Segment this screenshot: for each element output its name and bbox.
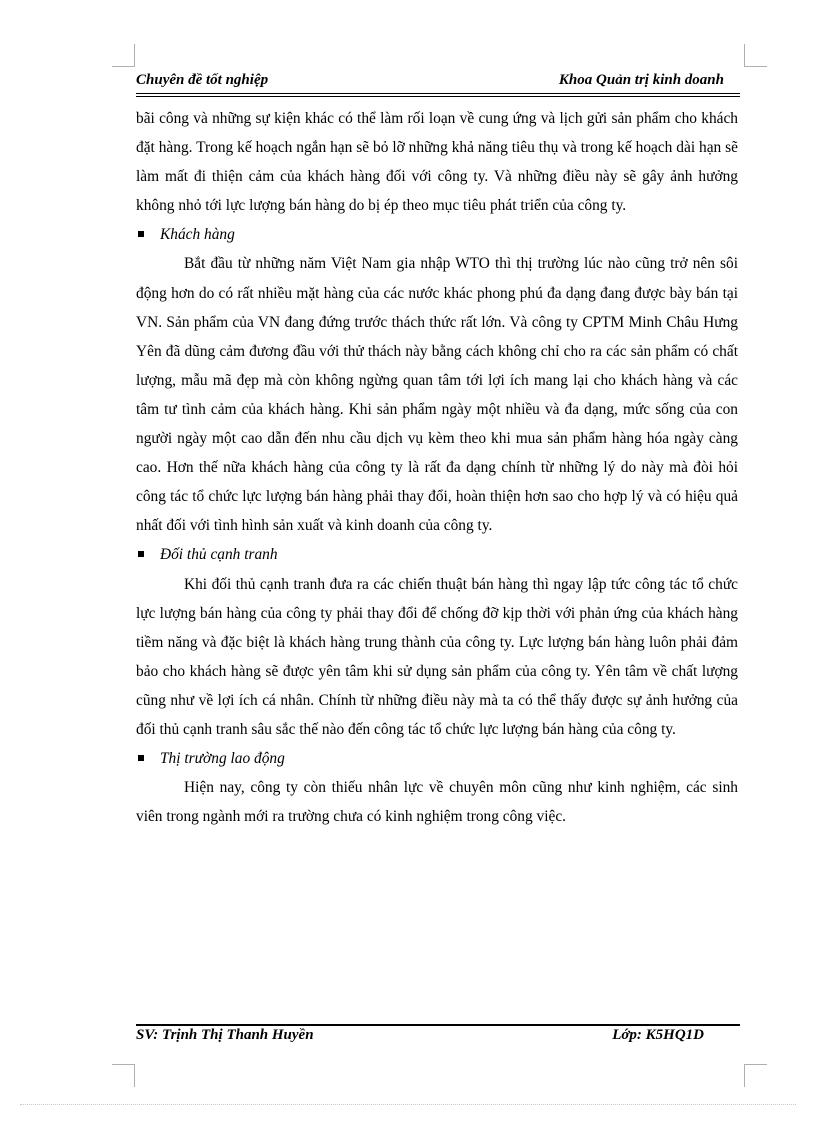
header-divider (136, 93, 740, 97)
section-heading-text: Khách hàng (160, 226, 235, 244)
section-heading-text: Đối thủ cạnh tranh (160, 546, 278, 564)
page-header (136, 72, 740, 92)
section-heading-khach-hang (136, 220, 738, 249)
bullet-square-icon (138, 231, 144, 237)
footer-student: SV: Trịnh Thị Thanh Huyền (136, 1027, 314, 1043)
section-heading-doi-thu (136, 540, 738, 569)
margin-corner-mark (112, 1064, 135, 1087)
section-heading-thi-truong (136, 744, 738, 773)
page-footer (136, 1027, 740, 1047)
footer-divider (136, 1024, 740, 1026)
bullet-square-icon (138, 755, 144, 761)
bullet-square-icon (138, 551, 144, 557)
footer-class: Lớp: K5HQ1D (612, 1027, 704, 1043)
paragraph: Bắt đầu từ những năm Việt Nam gia nhập WTO thì thị trường lúc nào cũng trở nên sôi động hơn do có rất nhiều mặt hàng của các nước khác phong phú đa dạng đang được bày bán tại VN. Sản phẩm của VN đang đứng trước thách thức rất lớn. Và công ty CPTM Minh Châu Hưng Yên đã dũng cảm đương đầu với thử thách này bằng cách không chỉ cho ra các sản phẩm có chất lượng, mẫu mã đẹp mà còn không ngừng quan tâm tới lợi ích mang lại cho khách hàng và các tâm tư tình cảm của khách hàng. Khi sản phẩm ngày một nhiều và đa dạng, mức sống của con người ngày một cao dẫn đến nhu cầu dịch vụ kèm theo khi mua sản phẩm hàng hóa ngày càng cao. Hơn thế nữa khách hàng của công ty là rất đa dạng chính từ những lý do này mà đòi hỏi công tác tổ chức lực lượng bán hàng phải thay đổi, hoàn thiện hơn sao cho hợp lý và có hiệu quả nhất đối với tình hình sản xuất và kinh doanh của công ty. (136, 255, 738, 535)
margin-corner-mark (744, 1064, 767, 1087)
paragraph: Hiện nay, công ty còn thiếu nhân lực về chuyên môn cũng như kinh nghiệm, các sinh viên trong ngành mới ra trường chưa có kinh nghiệm trong công việc. (136, 779, 738, 826)
header-title: Chuyên đề tốt nghiệp (136, 72, 269, 88)
paragraph: Khi đối thủ cạnh tranh đưa ra các chiến thuật bán hàng thì ngay lập tức công tác tổ chức lực lượng bán hàng của công ty phải thay đổi để chống đỡ kịp thời với phản ứng của khách hàng tiềm năng và đặc biệt là khách hàng trung thành của công ty. Lực lượng bán hàng luôn phải đảm bảo cho khách hàng sẽ được yên tâm khi sử dụng sản phẩm của công ty. Yên tâm về chất lượng cũng như về lợi ích cá nhân. Chính từ những điều này mà ta có thể thấy được sự ảnh hưởng của đối thủ cạnh tranh sâu sắc thế nào đến công tác tổ chức lực lượng bán hàng của công ty. (136, 575, 738, 738)
margin-corner-mark (112, 44, 135, 67)
page-bottom-border (20, 1104, 796, 1105)
paragraph: bãi công và những sự kiện khác có thể làm rối loạn về cung ứng và lịch gửi sản phẩm cho khách đặt hàng. Trong kế hoạch ngắn hạn sẽ bỏ lỡ những khả năng tiêu thụ và trong kế hoạch dài hạn sẽ làm mất đi thiện cảm của khách hàng đối với công ty. Và những điều này sẽ gây ảnh hưởng không nhỏ tới lực lượng bán hàng do bị ép theo mục tiêu phát triển của công ty. (136, 110, 738, 215)
page-body (136, 104, 738, 831)
margin-corner-mark (744, 44, 767, 67)
section-heading-text: Thị trường lao động (160, 750, 285, 768)
header-department: Khoa Quản trị kinh doanh (558, 72, 724, 88)
